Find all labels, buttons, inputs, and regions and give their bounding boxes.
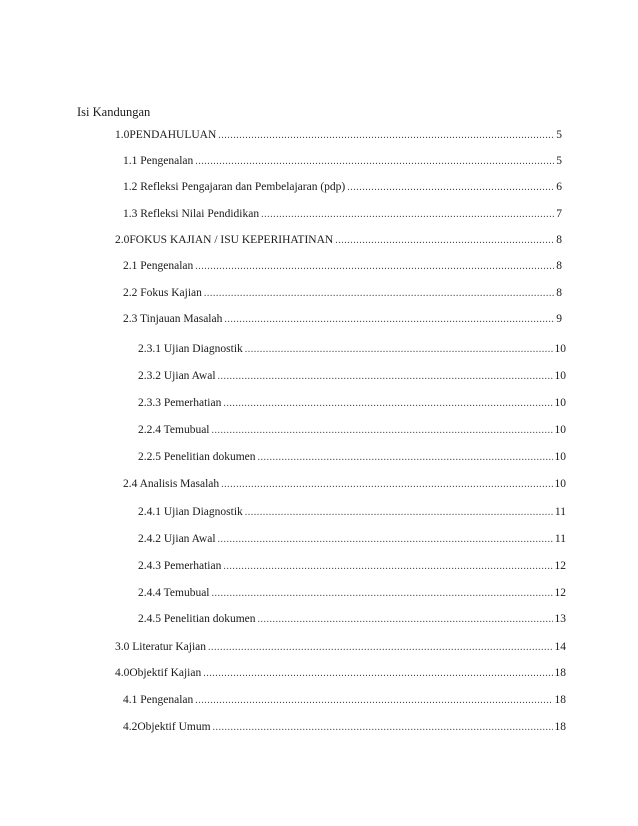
toc-entry-label: 2.4.5 Penelitian dokumen [138, 613, 256, 625]
toc-leader-dots [212, 586, 553, 601]
toc-entry-number: 2.0 [115, 234, 130, 246]
toc-entry[interactable] [138, 369, 566, 384]
toc-entry-page: 12 [554, 587, 566, 599]
toc-leader-dots [203, 666, 552, 681]
toc-entry-page: 11 [554, 506, 566, 518]
toc-entry[interactable] [123, 180, 562, 195]
toc-entry-label: 2.4 Analisis Masalah [123, 478, 220, 490]
toc-entry[interactable] [123, 693, 566, 708]
toc-entry[interactable] [138, 423, 566, 438]
toc-entry-page: 18 [554, 694, 566, 706]
toc-entry[interactable] [138, 450, 566, 465]
toc-title: Isi Kandungan [77, 105, 151, 119]
toc-leader-dots [195, 154, 554, 169]
toc-entry-label: 2.2 Fokus Kajian [123, 287, 202, 299]
toc-entry[interactable] [115, 666, 566, 681]
toc-entry-page: 6 [556, 181, 562, 193]
toc-entry-number: 1.0 [115, 129, 130, 141]
toc-entry-label: 2.3 Tinjauan Masalah [123, 313, 223, 325]
toc-leader-dots [221, 477, 552, 492]
toc-entry-label: 1.1 Pengenalan [123, 155, 194, 167]
toc-leader-dots [195, 693, 552, 708]
toc-entry-page: 14 [554, 641, 566, 653]
toc-entry-label: 2.2.4 Temubual [138, 424, 210, 436]
toc-entry-label: 2.3.1 Ujian Diagnostik [138, 343, 243, 355]
toc-entry[interactable] [123, 259, 562, 274]
toc-leader-dots [347, 180, 554, 195]
toc-entry-number: 4.0 [115, 667, 130, 679]
toc-entry[interactable] [123, 286, 562, 301]
toc-entry-label: 1.2 Refleksi Pengajaran dan Pembelajaran (pdp) [123, 181, 346, 193]
toc-entry-page: 8 [556, 234, 562, 246]
toc-leader-dots [245, 342, 553, 357]
toc-leader-dots [335, 233, 554, 248]
toc-entry-page: 18 [554, 667, 566, 679]
toc-leader-dots [218, 128, 554, 143]
toc-leader-dots [218, 532, 553, 547]
toc-entry-label: Objektif Kajian [129, 667, 202, 679]
toc-entry-page: 10 [554, 370, 566, 382]
toc-entry[interactable] [138, 532, 566, 547]
toc-entry[interactable] [123, 312, 562, 327]
toc-entry[interactable] [138, 612, 566, 627]
toc-entry[interactable] [115, 233, 562, 248]
toc-entry-label: 2.1 Pengenalan [123, 260, 194, 272]
toc-entry-page: 7 [556, 208, 562, 220]
toc-entry-page: 13 [554, 613, 566, 625]
toc-entry-label: FOKUS KAJIAN / ISU KEPERIHATINAN [129, 234, 334, 246]
toc-leader-dots [212, 423, 553, 438]
toc-entry-number: 4.2 [123, 721, 138, 733]
toc-entry-label: 2.4.3 Pemerhatian [138, 560, 222, 572]
toc-leader-dots [223, 559, 552, 574]
toc-entry[interactable] [138, 559, 566, 574]
toc-entry-page: 10 [554, 397, 566, 409]
toc-entry[interactable] [138, 396, 566, 411]
toc-entry[interactable] [123, 720, 566, 735]
toc-entry[interactable] [138, 586, 566, 601]
toc-entry-page: 10 [554, 424, 566, 436]
toc-entry-label: 1.3 Refleksi Nilai Pendidikan [123, 208, 260, 220]
toc-leader-dots [258, 450, 553, 465]
toc-entry-page: 18 [554, 721, 566, 733]
toc-entry[interactable] [123, 154, 562, 169]
toc-entry-page: 11 [554, 533, 566, 545]
toc-entry[interactable] [123, 477, 566, 492]
toc-leader-dots [204, 286, 554, 301]
toc-leader-dots [223, 396, 552, 411]
toc-entry-label: PENDAHULUAN [129, 129, 217, 141]
toc-entry[interactable] [138, 342, 566, 357]
toc-entry-label: 2.4.1 Ujian Diagnostik [138, 506, 243, 518]
toc-entry[interactable] [123, 207, 562, 222]
toc-entry-page: 10 [554, 343, 566, 355]
toc-leader-dots [195, 259, 554, 274]
toc-leader-dots [245, 505, 553, 520]
toc-leader-dots [224, 312, 554, 327]
toc-entry-label: 2.4.2 Ujian Awal [138, 533, 216, 545]
toc-entry-label: 4.1 Pengenalan [123, 694, 194, 706]
toc-leader-dots [208, 640, 552, 655]
toc-entry-page: 8 [556, 260, 562, 272]
toc-entry[interactable] [115, 640, 566, 655]
toc-entry-page: 5 [556, 155, 562, 167]
toc-entry-page: 10 [554, 478, 566, 490]
toc-entry-page: 10 [554, 451, 566, 463]
toc-entry-label: 2.4.4 Temubual [138, 587, 210, 599]
toc-entry-page: 8 [556, 287, 562, 299]
toc-leader-dots [218, 369, 553, 384]
toc-entry-label: 3.0 Literatur Kajian [115, 641, 207, 653]
toc-entry[interactable] [115, 128, 562, 143]
toc-entry-label: Objektif Umum [137, 721, 211, 733]
toc-leader-dots [258, 612, 553, 627]
toc-entry-label: 2.3.3 Pemerhatian [138, 397, 222, 409]
toc-entry-label: 2.3.2 Ujian Awal [138, 370, 216, 382]
toc-entry-page: 5 [556, 129, 562, 141]
toc-entry-page: 12 [554, 560, 566, 572]
toc-leader-dots [213, 720, 553, 735]
toc-entry-page: 9 [556, 313, 562, 325]
toc-entry[interactable] [138, 505, 566, 520]
toc-entry-label: 2.2.5 Penelitian dokumen [138, 451, 256, 463]
toc-leader-dots [261, 207, 554, 222]
